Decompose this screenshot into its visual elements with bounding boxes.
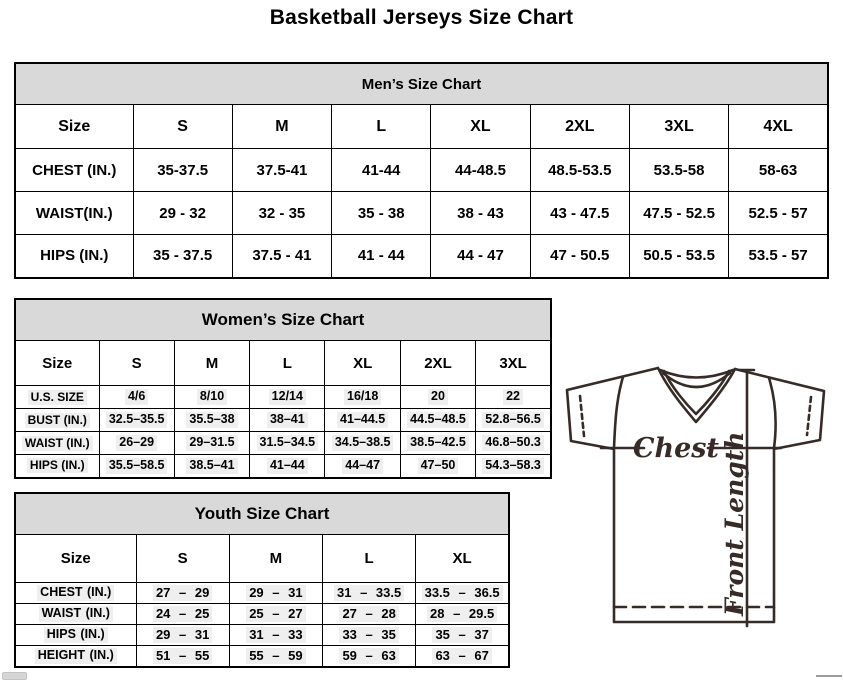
womens-row-label [15, 409, 99, 432]
womens-cell [99, 432, 174, 455]
youth-col-header: L [323, 535, 416, 583]
womens-cell [325, 386, 400, 409]
cell-value: 35.5–58.5 [106, 458, 168, 474]
mens-cell: 44 - 47 [431, 235, 530, 278]
mens-cell: 44-48.5 [431, 149, 530, 192]
mens-cell: 35 - 38 [332, 192, 431, 235]
womens-cell [325, 409, 400, 432]
womens-cell [174, 386, 249, 409]
youth-cell [323, 604, 416, 625]
womens-cell [476, 386, 551, 409]
cell-value: 4/6 [125, 389, 148, 405]
jersey-measurement-diagram [557, 360, 839, 672]
cell-value: 38.5–41 [186, 458, 237, 474]
cell-value: 34.5–38.5 [332, 435, 394, 451]
table-row [15, 149, 828, 192]
youth-row-label [15, 625, 136, 646]
cell-value: HIPS (IN.) [44, 627, 108, 643]
youth-cell [416, 583, 509, 604]
womens-cell [99, 455, 174, 478]
cell-value: 22 [503, 389, 523, 405]
table-row [15, 235, 828, 278]
youth-cell [323, 625, 416, 646]
table-row [15, 192, 828, 235]
mens-row-label: HIPS (IN.) [15, 235, 133, 278]
mens-size-header-row [15, 105, 828, 149]
cell-value: 38.5–42.5 [407, 435, 469, 451]
cell-value: 31 – 33.5 [334, 585, 404, 601]
cell-value: 41–44 [267, 458, 308, 474]
mens-cell: 53.5 - 57 [729, 235, 828, 278]
womens-size-table [14, 298, 552, 479]
mens-cell: 35 - 37.5 [133, 235, 232, 278]
cell-value: 52.8–56.5 [482, 412, 544, 428]
youth-cell [229, 625, 322, 646]
cell-value: 63 – 67 [432, 648, 491, 664]
mens-table-header-row [15, 63, 828, 105]
cell-value: 33 – 35 [339, 627, 398, 643]
cell-value: 44–47 [342, 458, 383, 474]
cell-value: 33.5 – 36.5 [422, 585, 503, 601]
jersey-outline [567, 368, 824, 622]
mens-row-label: CHEST (IN.) [15, 149, 133, 192]
womens-cell [476, 432, 551, 455]
armhole-seam-left [614, 377, 623, 448]
cell-value: 35 – 37 [432, 627, 491, 643]
womens-col-header: XL [325, 341, 400, 386]
cell-value: 29 – 31 [153, 627, 212, 643]
womens-cell [476, 409, 551, 432]
table-row [15, 604, 509, 625]
cell-value: 16/18 [344, 389, 381, 405]
mens-cell: 52.5 - 57 [729, 192, 828, 235]
mens-table-title: Men’s Size Chart [15, 63, 828, 105]
womens-table-title: Women’s Size Chart [15, 299, 551, 341]
womens-cell [250, 455, 325, 478]
cell-value: HIPS (IN.) [27, 458, 88, 473]
youth-row-label [15, 604, 136, 625]
youth-col-header: M [229, 535, 322, 583]
womens-col-header: S [99, 341, 174, 386]
armhole-seam-right [769, 378, 776, 448]
cell-value: 12/14 [269, 389, 306, 405]
womens-size-label: Size [15, 341, 99, 386]
cell-value: HEIGHT (IN.) [35, 648, 117, 664]
cell-value: WAIST (IN.) [39, 606, 113, 622]
cell-value: 55 – 59 [246, 648, 305, 664]
womens-cell [174, 409, 249, 432]
page-title: Basketball Jerseys Size Chart [269, 6, 574, 29]
mens-cell: 47.5 - 52.5 [629, 192, 728, 235]
youth-table-header-row [15, 493, 509, 535]
cell-value: 31.5–34.5 [257, 435, 319, 451]
mens-row-label: WAIST(IN.) [15, 192, 133, 235]
cell-value: BUST (IN.) [25, 413, 90, 428]
womens-col-header: 3XL [476, 341, 551, 386]
collar-back-arc-1 [660, 370, 733, 378]
cell-value: 27 – 28 [339, 606, 398, 622]
womens-cell [400, 432, 475, 455]
womens-col-header: M [174, 341, 249, 386]
youth-size-label: Size [15, 535, 136, 583]
cell-value: 32.5–35.5 [106, 412, 168, 428]
youth-cell [136, 625, 229, 646]
table-row [15, 386, 551, 409]
mens-size-label: Size [15, 105, 133, 149]
cell-value: 59 – 63 [339, 648, 398, 664]
womens-cell [250, 409, 325, 432]
mens-cell: 29 - 32 [133, 192, 232, 235]
mens-cell: 41-44 [332, 149, 431, 192]
youth-table-title: Youth Size Chart [15, 493, 509, 535]
front-length-label: Front Length [720, 431, 749, 616]
mens-cell: 50.5 - 53.5 [629, 235, 728, 278]
womens-cell [325, 455, 400, 478]
mens-cell: 48.5-53.5 [530, 149, 629, 192]
womens-cell [476, 455, 551, 478]
youth-col-header: S [136, 535, 229, 583]
cell-value: WAIST (IN.) [22, 436, 93, 451]
womens-cell [250, 386, 325, 409]
table-row [15, 583, 509, 604]
table-row [15, 455, 551, 478]
womens-col-header: 2XL [400, 341, 475, 386]
youth-cell [323, 583, 416, 604]
mens-cell: 58-63 [729, 149, 828, 192]
cell-value: 8/10 [197, 389, 227, 405]
mens-cell: 41 - 44 [332, 235, 431, 278]
womens-col-header: L [250, 341, 325, 386]
womens-size-header-row [15, 341, 551, 386]
mens-cell: 37.5-41 [232, 149, 331, 192]
youth-cell [136, 646, 229, 667]
womens-cell [174, 432, 249, 455]
cell-value: 35.5–38 [186, 412, 237, 428]
mens-cell: 32 - 35 [232, 192, 331, 235]
mens-cell: 37.5 - 41 [232, 235, 331, 278]
mens-col-header: M [232, 105, 331, 149]
womens-cell [400, 386, 475, 409]
mens-size-table [14, 62, 829, 279]
youth-cell [416, 604, 509, 625]
table-row [15, 646, 509, 667]
womens-cell [250, 432, 325, 455]
youth-size-table [14, 492, 510, 668]
youth-cell [323, 646, 416, 667]
cell-value: 28 – 29.5 [427, 606, 497, 622]
youth-cell [229, 583, 322, 604]
womens-table-header-row [15, 299, 551, 341]
cell-value: 47–50 [418, 458, 459, 474]
cell-value: 31 – 33 [246, 627, 305, 643]
cell-value: 46.8–50.3 [482, 435, 544, 451]
cell-value: 26–29 [116, 435, 157, 451]
mens-cell: 38 - 43 [431, 192, 530, 235]
youth-cell [136, 604, 229, 625]
mens-col-header: L [332, 105, 431, 149]
womens-cell [174, 455, 249, 478]
mens-cell: 43 - 47.5 [530, 192, 629, 235]
cell-value: 29 – 31 [246, 585, 305, 601]
womens-cell [99, 409, 174, 432]
table-row [15, 409, 551, 432]
mens-col-header: 3XL [629, 105, 728, 149]
cell-value: 25 – 27 [246, 606, 305, 622]
womens-cell [325, 432, 400, 455]
cell-value: 54.3–58.3 [482, 458, 544, 474]
mens-cell: 53.5-58 [629, 149, 728, 192]
mens-cell: 35-37.5 [133, 149, 232, 192]
youth-cell [416, 646, 509, 667]
womens-cell [400, 455, 475, 478]
table-row [15, 432, 551, 455]
womens-row-label [15, 455, 99, 478]
cell-value: CHEST (IN.) [37, 585, 114, 601]
youth-size-header-row [15, 535, 509, 583]
scrollbar-fragment[interactable] [816, 675, 842, 677]
youth-cell [416, 625, 509, 646]
mens-col-header: S [133, 105, 232, 149]
cell-value: 29–31.5 [186, 435, 237, 451]
cell-value: U.S. SIZE [28, 390, 87, 405]
cell-value: 38–41 [267, 412, 308, 428]
womens-cell [99, 386, 174, 409]
mens-col-header: 4XL [729, 105, 828, 149]
youth-cell [229, 646, 322, 667]
chest-label: Chest [633, 433, 719, 464]
cell-value: 20 [428, 389, 448, 405]
youth-row-label [15, 646, 136, 667]
table-row [15, 625, 509, 646]
womens-row-label [15, 432, 99, 455]
womens-cell [400, 409, 475, 432]
youth-cell [229, 604, 322, 625]
cell-value: 41–44.5 [337, 412, 388, 428]
mens-cell: 47 - 50.5 [530, 235, 629, 278]
cell-value: 24 – 25 [153, 606, 212, 622]
cell-value: 44.5–48.5 [407, 412, 469, 428]
youth-cell [136, 583, 229, 604]
youth-col-header: XL [416, 535, 509, 583]
sleeve-dash-right [807, 397, 811, 435]
sleeve-dash-left [580, 396, 584, 436]
mens-col-header: XL [431, 105, 530, 149]
cell-value: 27 – 29 [153, 585, 212, 601]
youth-row-label [15, 583, 136, 604]
mens-col-header: 2XL [530, 105, 629, 149]
cell-value: 51 – 55 [153, 648, 212, 664]
womens-row-label [15, 386, 99, 409]
